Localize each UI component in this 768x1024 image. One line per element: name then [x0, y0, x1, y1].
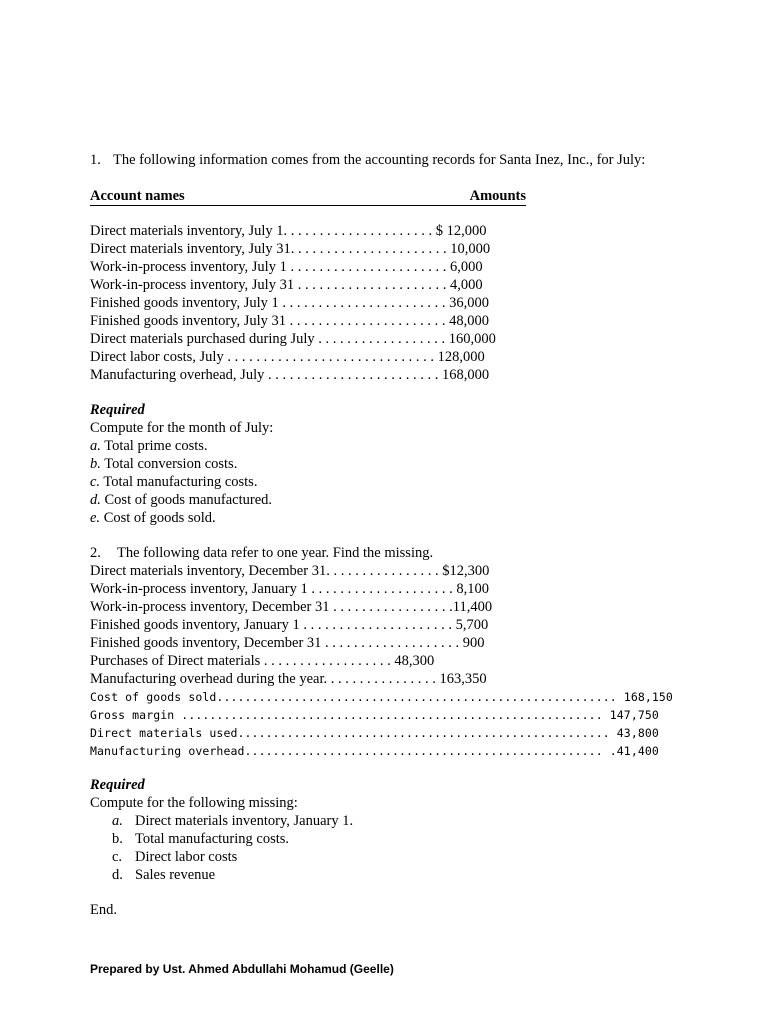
data-row: Direct materials inventory, December 31. . . . . . . . . . . . . . . . $12,300 [90, 563, 490, 579]
question-2-intro [90, 544, 673, 562]
required-intro: Compute for the month of July: [90, 420, 274, 436]
question-2 [90, 544, 673, 760]
header-amounts: Amounts [469, 188, 526, 204]
required-heading: Required [90, 777, 145, 793]
account-row: Finished goods inventory, July 1 . . . . . . . . . . . . . . . . . . . . . . . 36,000 [90, 295, 490, 311]
data-row: Gross margin ............................................................ 147,750 [90, 708, 659, 722]
account-row: Finished goods inventory, July 31 . . . . . . . . . . . . . . . . . . . . . . 48,000 [90, 313, 490, 329]
data-row: Manufacturing overhead during the year. . . . . . . . . . . . . . . . 163,350 [90, 671, 487, 687]
data-row: Manufacturing overhead................................................... .41,400 [90, 744, 659, 758]
question-2-number: 2. [90, 545, 101, 561]
data-row: Cost of goods sold......................................................... 168,150 [90, 690, 673, 704]
required-item: a. Total prime costs. [90, 438, 208, 454]
question-1-number: 1. [90, 152, 101, 168]
required-item: d. Sales revenue [112, 867, 216, 883]
account-row: Direct materials inventory, July 1. . . . . . . . . . . . . . . . . . . . . $ 12,000 [90, 223, 487, 239]
required-item: d. Cost of goods manufactured. [90, 492, 273, 508]
required-item: b. Total conversion costs. [90, 456, 238, 472]
required-item: c. Total manufacturing costs. [90, 474, 258, 490]
account-row: Work-in-process inventory, July 31 . . . . . . . . . . . . . . . . . . . . . 4,000 [90, 277, 483, 293]
data-row: Finished goods inventory, January 1 . . . . . . . . . . . . . . . . . . . . . 5,700 [90, 617, 489, 633]
account-row: Work-in-process inventory, July 1 . . . . . . . . . . . . . . . . . . . . . . 6,000 [90, 259, 483, 275]
question-1-account-list [90, 222, 496, 384]
data-row: Direct materials used..................................................... 43,800 [90, 726, 659, 740]
required-intro: Compute for the following missing: [90, 795, 298, 811]
question-2-required [90, 776, 353, 884]
required-item: a. Direct materials inventory, January 1. [112, 813, 354, 829]
account-table-header [90, 188, 526, 206]
footer-credit: Prepared by Ust. Ahmed Abdullahi Mohamud (Geelle) [90, 962, 394, 976]
data-row: Work-in-process inventory, January 1 . . . . . . . . . . . . . . . . . . . . 8,100 [90, 581, 489, 597]
data-row: Work-in-process inventory, December 31 . . . . . . . . . . . . . . . . .11,400 [90, 599, 493, 615]
account-row: Direct materials purchased during July . . . . . . . . . . . . . . . . . . 160,000 [90, 331, 496, 347]
required-item: b. Total manufacturing costs. [112, 831, 290, 847]
account-row: Direct labor costs, July . . . . . . . . . . . . . . . . . . . . . . . . . . . . . 128,000 [90, 349, 485, 365]
question-1-required [90, 401, 273, 527]
required-item: c. Direct labor costs [112, 849, 238, 865]
end-marker [90, 901, 117, 919]
required-heading: Required [90, 402, 145, 418]
required-item: e. Cost of goods sold. [90, 510, 216, 526]
question-1-intro [90, 151, 645, 169]
header-account-names: Account names [90, 188, 185, 204]
account-row: Direct materials inventory, July 31. . . . . . . . . . . . . . . . . . . . . . 10,000 [90, 241, 491, 257]
question-2-text: The following data refer to one year. Find the missing. [117, 545, 434, 561]
account-row: Manufacturing overhead, July . . . . . . . . . . . . . . . . . . . . . . . . 168,000 [90, 367, 490, 383]
end-text: End. [90, 902, 117, 918]
data-row: Purchases of Direct materials . . . . . . . . . . . . . . . . . . 48,300 [90, 653, 435, 669]
question-1-text: The following information comes from the accounting records for Santa Inez, Inc., for July: [113, 152, 646, 168]
data-row: Finished goods inventory, December 31 . . . . . . . . . . . . . . . . . . . 900 [90, 635, 485, 651]
